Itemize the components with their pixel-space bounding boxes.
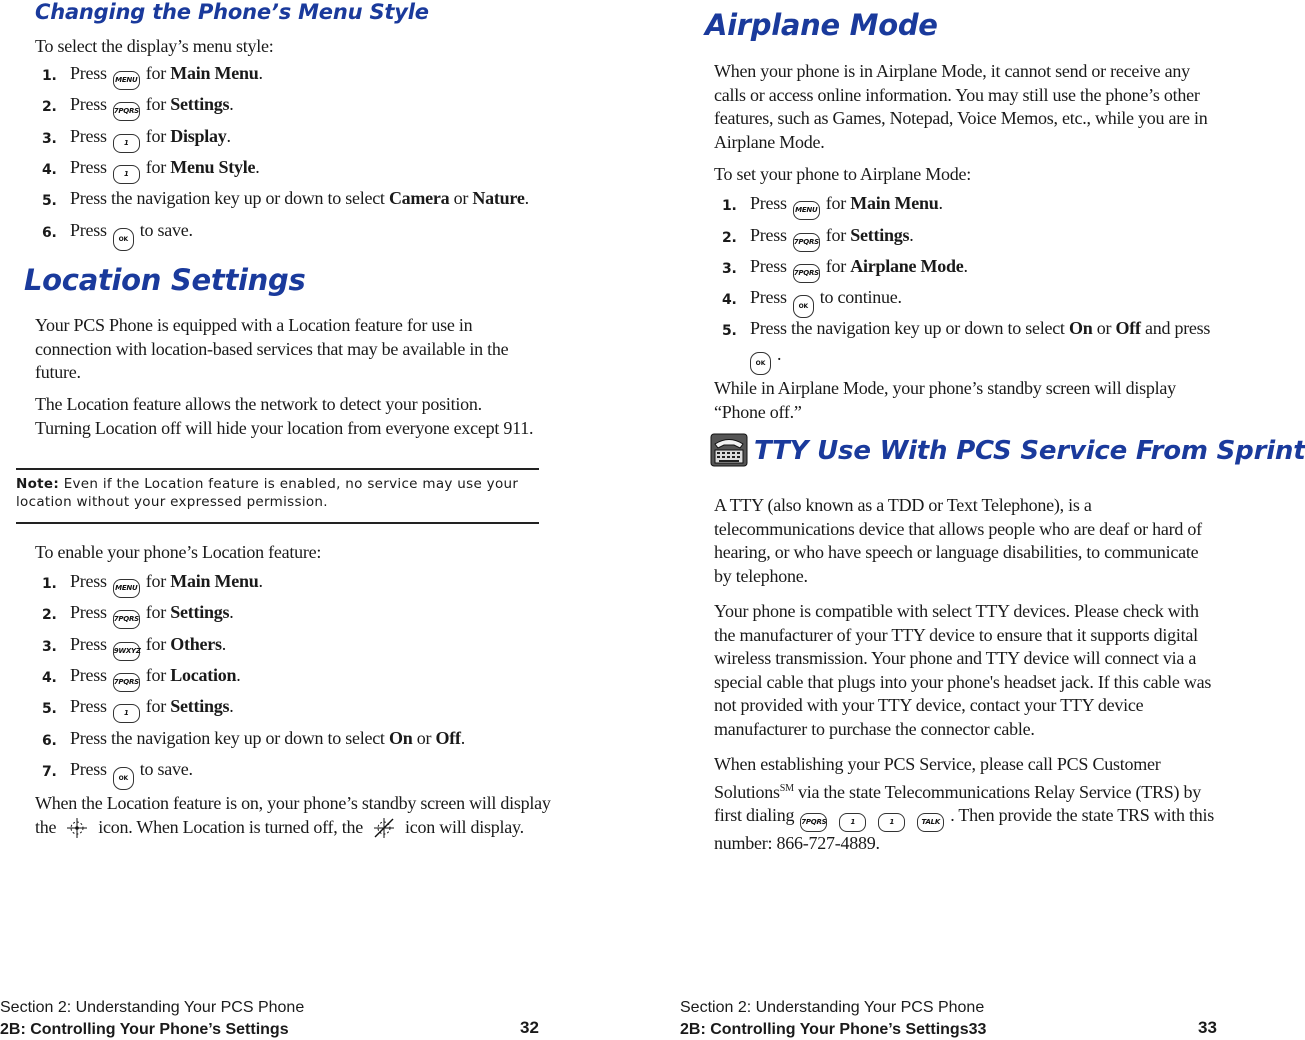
list-item-continuation: OK . (750, 344, 782, 375)
tty-paragraph: Your phone is compatible with select TTY devices. Please check with the manufacturer of your TTY device to ensure that it supports digital wireless transmission. Your phone and TTY device will connect via a special cable that plugs into your phone's headset jack. If this cable was not provided with your TTY device, contact your TTY device manufacturer to purchase the connector cable. (714, 601, 1212, 739)
menu-key-icon: MENU (113, 579, 140, 598)
footer-chapter: 2B: Controlling Your Phone’s Settings (0, 1021, 289, 1038)
divider (16, 468, 539, 470)
right-page: Airplane Mode When your phone is in Airplane Mode, it cannot send or receive any calls or access online information. You may still use the phone’s other features, such as Games, Notepad, Voice Memos, etc., while you are in Airplane Mode. To set your phone to Airplane Mode: 1. Press MENU for Main Menu. 2. Press 7PQRS for Settings. 3. Press 7PQRS for Airplane Mode. 4. Press OK to continue. 5. Press the navigation key up or down to select On or Off and press OK . While in Airplane Mode, your phone’s standby screen will display “Phone off.” TTY Use With PCS Service From Sprint A TTY (also known as a TDD or Text Telephone), is a telecommunications device that allows people who are deaf or hard of hearing, or who have speech or language disabilities, to communicate by telephone. Your phone is compatible with select TTY devices. Please check with the manufacturer of your TTY device to ensure that it supports digital wireless transmission. Your phone and TTY device will connect via a special cable that plugs into your phone's headset jack. If this cable was not provided with your TTY device, contact your TTY device manufacturer to purchase the connector cable. When establishing your PCS Service, please call PCS Customer Solutions℠ via the state Telecommunications Relay Service (TRS) by first dialing 7PQRS 1 1 TALK . Then provide the state TRS with this number: 866-727-4889. Section 2: Understanding Your PCS Phone 2B: Controlling Your Phone’s Settings33 33 (680, 8, 1305, 1038)
location-off-icon (373, 817, 395, 839)
location-closing-line: the icon. When Location is turned off, the icon will display. (35, 817, 524, 837)
ok-key-icon: OK (750, 352, 771, 375)
airplane-intro: To set your phone to Airplane Mode: (714, 164, 971, 184)
location-heading: Location Settings (24, 263, 306, 297)
footer-section: Section 2: Understanding Your PCS Phone (0, 999, 305, 1016)
key-7-icon: 7PQRS (113, 673, 140, 692)
key-1-icon: 1 (113, 134, 140, 153)
key-9-icon: 9WXYZ (113, 642, 140, 661)
location-on-icon (66, 817, 88, 839)
menu-key-icon: MENU (113, 71, 140, 90)
location-intro: To enable your phone’s Location feature: (35, 542, 322, 562)
talk-key-icon: TALK (917, 813, 944, 832)
ok-key-icon: OK (793, 295, 814, 318)
menu-key-icon: MENU (793, 201, 820, 220)
key-7-icon: 7PQRS (800, 813, 827, 832)
note-box: Note: Even if the Location feature is enabled, no service may use your location without your expressed permission. (16, 476, 519, 510)
key-1-icon: 1 (878, 813, 905, 832)
airplane-paragraph: When your phone is in Airplane Mode, it cannot send or receive any calls or access online information. You may still use the phone’s other features, such as Games, Notepad, Voice Memos, etc., while you are in Airplane Mode. (714, 61, 1208, 152)
tty-paragraph: A TTY (also known as a TDD or Text Telephone), is a telecommunications device that allows people who are deaf or hard of hearing, or who have speech or language disabilities, to communicate by telephone. (714, 495, 1202, 586)
key-7-icon: 7PQRS (793, 233, 820, 252)
footer-chapter: 2B: Controlling Your Phone’s Settings33 (680, 1021, 987, 1038)
key-1-icon: 1 (839, 813, 866, 832)
ok-key-icon: OK (113, 228, 134, 251)
menu-style-heading: Changing the Phone’s Menu Style (35, 0, 429, 24)
location-paragraph: Your PCS Phone is equipped with a Location feature for use in connection with location-based services that may be available in the future. (35, 315, 509, 382)
tty-paragraph: When establishing your PCS Service, please call PCS Customer Solutions℠ via the state Telecommunications Relay Service (TRS) by first dialing 7PQRS 1 1 TALK . Then provide the state TRS with this number: 866-727-4889. (714, 754, 1215, 853)
airplane-closing: While in Airplane Mode, your phone’s standby screen will display “Phone off.” (714, 378, 1176, 422)
footer-section: Section 2: Understanding Your PCS Phone (680, 999, 985, 1016)
key-7-icon: 7PQRS (113, 102, 140, 121)
key-7-icon: 7PQRS (793, 264, 820, 283)
menu-style-intro: To select the display’s menu style: (35, 36, 274, 56)
left-page: Changing the Phone’s Menu Style To select the display’s menu style: 1. Press MENU for Main Menu. 2. Press 7PQRS for Settings. 3. Press 1 for Display. 4. Press 1 for Menu Style. 5. Press the navigation key up or down to select Camera or Nature. 6. Press OK to save. Location Settings Your PCS Phone is equipped with a Location feature for use in connection with location-based services that may be available in the future. The Location feature allows the network to detect your position. Turning Location off will hide your location from everyone except 911. Note: Even if the Location feature is enabled, no service may use your location without your expressed permission. To enable your phone’s Location feature: 1. Press MENU for Main Menu. 2. Press 7PQRS for Settings. 3. Press 9WXYZ for Others. 4. Press 7PQRS for Location. 5. Press 1 for Settings. 6. Press the navigation key up or down to select On or Off. 7. Press OK to save. When the Location feature is on, your phone’s standby screen will display the icon. When Location is turned off, the icon will display. Section 2: Understanding Your PCS Phone 2B: Controlling Your Phone’s Settings 32 (0, 0, 551, 1038)
page-number: 33 (1198, 1018, 1217, 1037)
divider (16, 522, 539, 524)
ok-key-icon: OK (113, 767, 134, 790)
key-1-icon: 1 (113, 165, 140, 184)
tty-heading-row (710, 433, 1305, 472)
airplane-heading: Airplane Mode (705, 8, 938, 42)
location-closing-line: When the Location feature is on, your phone’s standby screen will display (35, 793, 551, 813)
tty-heading: TTY Use With PCS Service From Sprint (754, 436, 1305, 466)
location-paragraph: The Location feature allows the network to detect your position. Turning Location off will hide your location from everyone except 911. (35, 394, 534, 438)
key-7-icon: 7PQRS (113, 610, 140, 629)
page-number: 32 (520, 1018, 539, 1037)
key-1-icon: 1 (113, 704, 140, 723)
tty-phone-icon (710, 433, 748, 472)
